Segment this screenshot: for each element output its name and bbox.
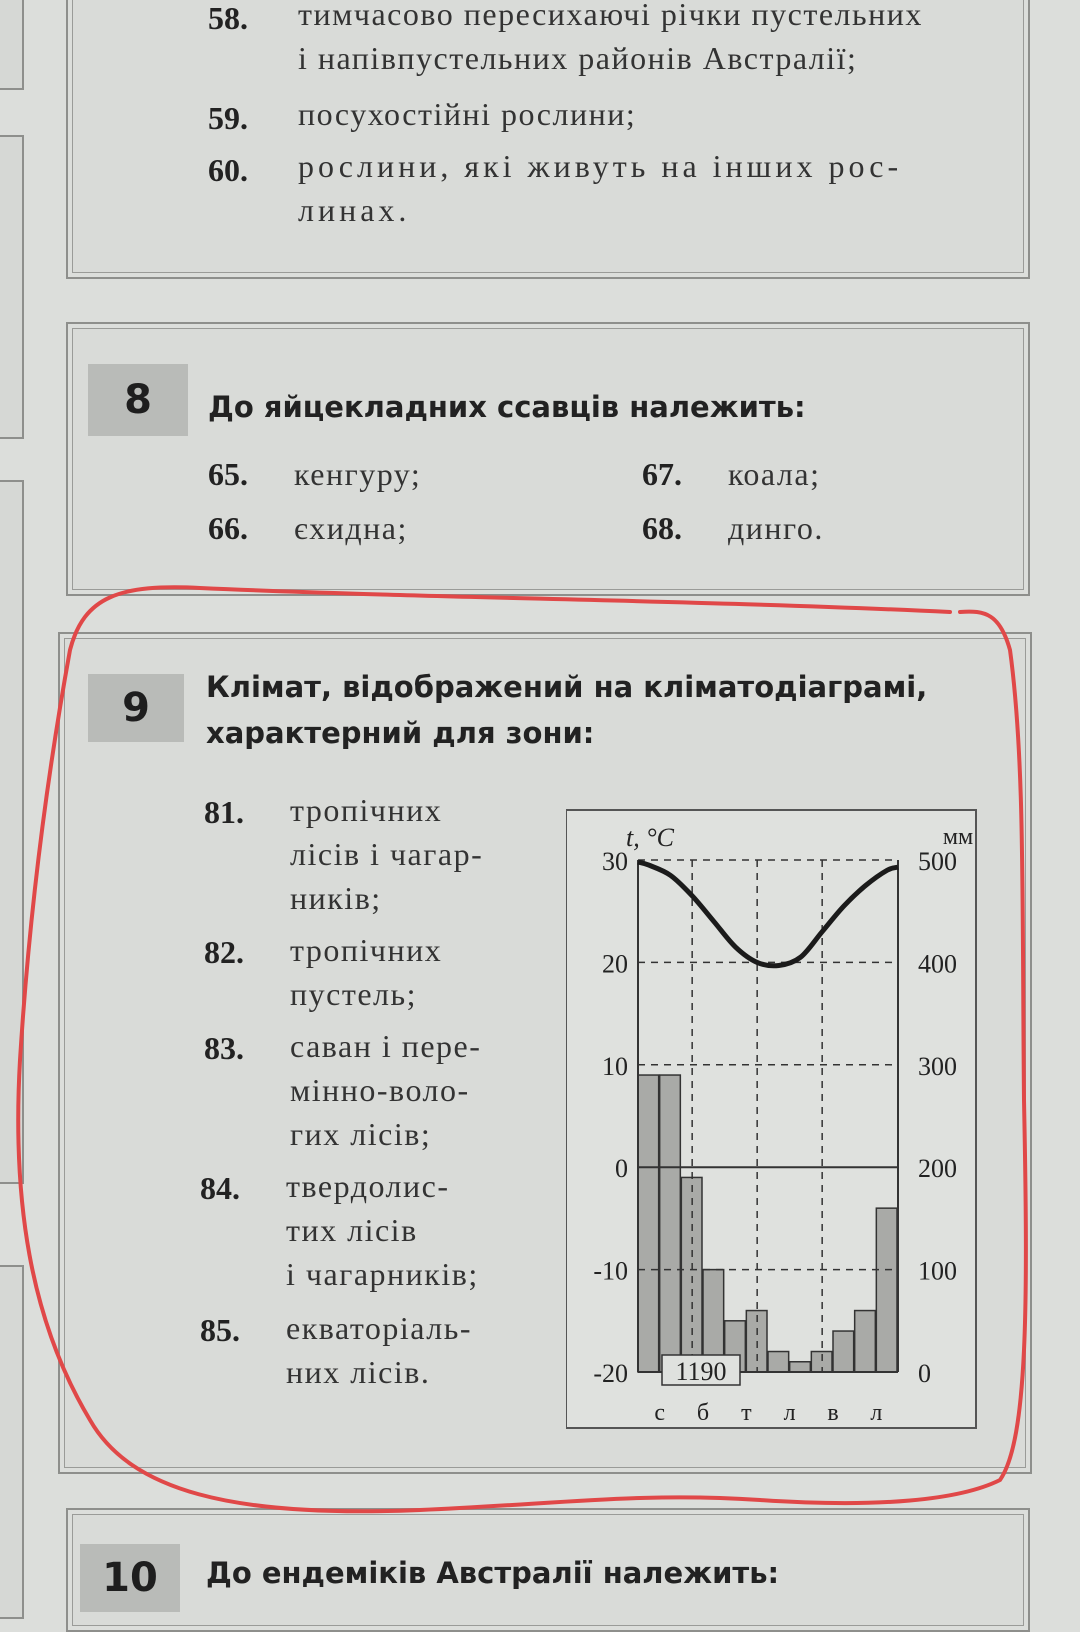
question-number: 10 xyxy=(80,1544,180,1612)
option-line: екваторіаль- xyxy=(286,1310,472,1346)
question-title: До ендеміків Австралії належить: xyxy=(206,1556,780,1590)
option-text: кенгуру; xyxy=(294,456,422,492)
left-tick-label: 20 xyxy=(602,949,628,979)
question-title-line: Клімат, відображений на кліматодіаграмі, xyxy=(206,670,928,704)
option-line: саван і пере- xyxy=(290,1028,482,1064)
annual-precipitation-label: 1190 xyxy=(675,1357,727,1386)
option-number: 58. xyxy=(208,0,248,36)
right-tick-label: 400 xyxy=(918,949,957,979)
option-line: і напівпустельних районів Австралії; xyxy=(298,40,858,76)
month-label: в xyxy=(827,1400,839,1426)
month-label: л xyxy=(870,1400,883,1426)
option-number: 66. xyxy=(208,510,248,546)
left-tick-label: -10 xyxy=(593,1256,628,1286)
option-number: 60. xyxy=(208,152,248,188)
option-line: линах. xyxy=(298,192,411,228)
option-line: лісів і чагар- xyxy=(290,836,484,872)
option-number: 82. xyxy=(204,934,244,970)
option-number: 67. xyxy=(642,456,682,492)
question-title-line: характерний для зони: xyxy=(206,716,595,750)
option-line: тих лісів xyxy=(286,1212,418,1248)
option-line: них лісів. xyxy=(286,1354,431,1390)
month-label: с xyxy=(654,1400,665,1426)
option-text: єхидна; xyxy=(294,510,408,546)
option-line: твердолис- xyxy=(286,1168,450,1204)
option-number: 81. xyxy=(204,794,244,830)
month-label: л xyxy=(783,1400,796,1426)
option-text: коала; xyxy=(728,456,821,492)
question-number: 9 xyxy=(88,674,184,742)
right-tick-label: 100 xyxy=(918,1256,957,1286)
option-number: 83. xyxy=(204,1030,244,1066)
option-line: і чагарників; xyxy=(286,1256,479,1292)
month-label: б xyxy=(696,1400,710,1426)
question-title: До яйцекладних ссавців належить: xyxy=(208,390,806,424)
option-line: тропічних xyxy=(290,932,443,968)
left-tick-label: -20 xyxy=(593,1359,628,1388)
option-line: тропічних xyxy=(290,792,443,828)
option-number: 84. xyxy=(200,1170,240,1206)
option-number: 85. xyxy=(200,1312,240,1348)
right-tick-label: 500 xyxy=(918,847,957,876)
question-number: 8 xyxy=(88,364,188,436)
right-tick-label: 200 xyxy=(918,1154,957,1184)
temperature-axis-label: t, °C xyxy=(626,823,674,852)
left-tick-label: 30 xyxy=(602,847,628,876)
month-label: т xyxy=(741,1400,752,1426)
precipitation-axis-label: мм xyxy=(942,824,974,850)
right-tick-label: 300 xyxy=(918,1051,957,1081)
option-line: посухостійні рослини; xyxy=(298,96,637,132)
option-line: гих лісів; xyxy=(290,1116,432,1152)
option-line: тимчасово пересихаючі річки пустельних xyxy=(298,0,923,32)
option-line: мінно-воло- xyxy=(290,1072,470,1108)
option-number: 68. xyxy=(642,510,682,546)
option-line: рослини, які живуть на інших рос- xyxy=(298,148,903,184)
option-number: 65. xyxy=(208,456,248,492)
right-tick-label: 0 xyxy=(918,1359,931,1388)
option-number: 59. xyxy=(208,100,248,136)
option-line: пустель; xyxy=(290,976,417,1012)
option-line: ників; xyxy=(290,880,382,916)
left-tick-label: 0 xyxy=(615,1154,628,1184)
left-tick-label: 10 xyxy=(602,1051,628,1081)
option-text: динго. xyxy=(728,510,824,546)
